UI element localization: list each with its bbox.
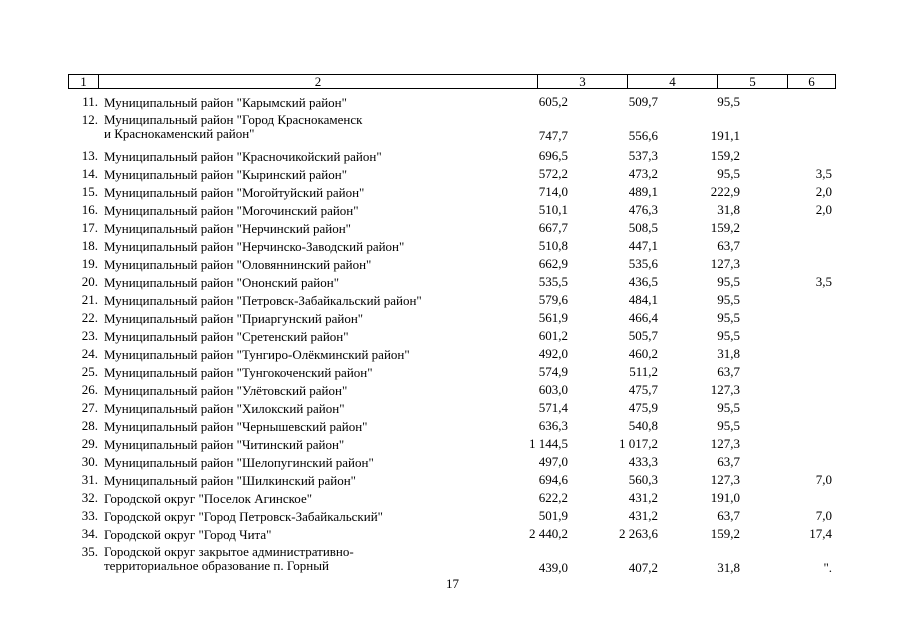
- row-name: Муниципальный район "Красночикойский район": [104, 149, 382, 164]
- row-name: Муниципальный район "Петровск-Забайкальский район": [104, 293, 422, 308]
- row-value-col5: 31,8: [717, 560, 740, 575]
- table-row: [68, 543, 836, 579]
- row-number: 19.: [81, 256, 98, 271]
- row-number: 13.: [81, 148, 98, 163]
- row-value-col3: 561,9: [538, 310, 568, 325]
- row-value-col4: 537,3: [628, 148, 658, 163]
- row-number: 16.: [81, 202, 98, 217]
- row-value-col4: 535,6: [628, 256, 658, 271]
- row-number: 14.: [81, 166, 98, 181]
- row-value-col3: 662,9: [538, 256, 568, 271]
- row-name: Муниципальный район "Оловяннинский район": [104, 257, 372, 272]
- row-value-col6: 7,0: [815, 472, 832, 487]
- row-value-col4: 484,1: [628, 292, 658, 307]
- row-number: 28.: [81, 418, 98, 433]
- row-value-col6: 2,0: [815, 184, 832, 199]
- table-row: [68, 525, 836, 543]
- row-number: 35.: [81, 544, 98, 559]
- table-row: [68, 93, 836, 111]
- row-value-col5: 191,1: [710, 128, 740, 143]
- row-value-col5: 95,5: [717, 328, 740, 343]
- row-name: Муниципальный район "Тунгиро-Олёкминский район": [104, 347, 410, 362]
- row-number: 12.: [81, 112, 98, 127]
- row-value-col3: 571,4: [538, 400, 568, 415]
- row-number: 17.: [81, 220, 98, 235]
- row-value-col4: 560,3: [628, 472, 658, 487]
- table-row: [68, 417, 836, 435]
- row-value-col4: 407,2: [628, 560, 658, 575]
- row-value-col5: 127,3: [710, 256, 740, 271]
- row-value-col4: 508,5: [628, 220, 658, 235]
- header-cell-1: 1: [69, 75, 99, 88]
- row-number: 31.: [81, 472, 98, 487]
- row-value-col4: 431,2: [628, 508, 658, 523]
- row-value-col5: 159,2: [710, 220, 740, 235]
- row-value-col4: 511,2: [629, 364, 658, 379]
- row-value-col3: 603,0: [538, 382, 568, 397]
- row-value-col4: 475,9: [628, 400, 658, 415]
- row-value-col3: 696,5: [538, 148, 568, 163]
- row-value-col4: 436,5: [628, 274, 658, 289]
- row-number: 25.: [81, 364, 98, 379]
- table-row: [68, 183, 836, 201]
- row-value-col4: 489,1: [628, 184, 658, 199]
- table-row: [68, 453, 836, 471]
- table-row: [68, 399, 836, 417]
- row-value-col3: 510,8: [538, 238, 568, 253]
- row-value-col5: 63,7: [717, 454, 740, 469]
- table-row: [68, 327, 836, 345]
- row-name: Муниципальный район "Шилкинский район": [104, 473, 356, 488]
- table-row: [68, 147, 836, 165]
- row-value-col4: 475,7: [628, 382, 658, 397]
- row-name: Муниципальный район "Приаргунский район": [104, 311, 364, 326]
- row-name: Муниципальный район "Нерчинский район": [104, 221, 351, 236]
- row-number: 27.: [81, 400, 98, 415]
- row-value-col5: 63,7: [717, 508, 740, 523]
- row-value-col3: 574,9: [538, 364, 568, 379]
- table-row: [68, 309, 836, 327]
- table-row: [68, 435, 836, 453]
- row-value-col4: 473,2: [628, 166, 658, 181]
- table-row: [68, 111, 836, 147]
- row-value-col6: 3,5: [815, 166, 832, 181]
- row-value-col3: 667,7: [538, 220, 568, 235]
- row-value-col3: 497,0: [538, 454, 568, 469]
- row-number: 18.: [81, 238, 98, 253]
- row-value-col5: 127,3: [710, 382, 740, 397]
- row-value-col5: 95,5: [717, 292, 740, 307]
- table-row: [68, 273, 836, 291]
- row-value-col3: 1 144,5: [529, 436, 568, 451]
- header-cell-6: 6: [808, 74, 815, 89]
- row-value-col5: 95,5: [717, 166, 740, 181]
- table-header: [68, 74, 836, 89]
- row-name: Муниципальный район "Читинский район": [104, 437, 345, 452]
- table-row: [68, 255, 836, 273]
- row-value-col3: 492,0: [538, 346, 568, 361]
- row-value-col5: 95,5: [717, 274, 740, 289]
- row-name: Муниципальный район "Сретенский район": [104, 329, 349, 344]
- table-row: [68, 237, 836, 255]
- table-row: [68, 345, 836, 363]
- header-cell-5: 5: [718, 75, 788, 88]
- row-number: 22.: [81, 310, 98, 325]
- row-number: 11.: [82, 94, 98, 109]
- row-number: 30.: [81, 454, 98, 469]
- row-value-col4: 447,1: [628, 238, 658, 253]
- row-value-col6: 2,0: [815, 202, 832, 217]
- row-number: 15.: [81, 184, 98, 199]
- header-cell-2: 2: [99, 75, 538, 88]
- row-value-col5: 95,5: [717, 418, 740, 433]
- row-name: Муниципальный район "Тунгокоченский район": [104, 365, 373, 380]
- table-row: [68, 165, 836, 183]
- row-name: Муниципальный район "Шелопугинский район": [104, 455, 374, 470]
- row-number: 20.: [81, 274, 98, 289]
- header-cell-3: 3: [538, 75, 628, 88]
- row-value-col3: 535,5: [538, 274, 568, 289]
- row-name: Муниципальный район "Карымский район": [104, 95, 347, 110]
- row-value-col5: 159,2: [710, 526, 740, 541]
- table-row: [68, 363, 836, 381]
- row-number: 24.: [81, 346, 98, 361]
- row-value-col4: 556,6: [628, 128, 658, 143]
- row-number: 33.: [81, 508, 98, 523]
- row-value-col3: 694,6: [538, 472, 568, 487]
- table-row: [68, 507, 836, 525]
- row-value-col3: 572,2: [538, 166, 568, 181]
- row-name: Муниципальный район "Улётовский район": [104, 383, 348, 398]
- row-name: Муниципальный район "Могойтуйский район": [104, 185, 365, 200]
- row-value-col3: 2 440,2: [529, 526, 568, 541]
- row-value-col4: 431,2: [628, 490, 658, 505]
- row-value-col4: 505,7: [628, 328, 658, 343]
- row-value-col4: 433,3: [628, 454, 658, 469]
- row-value-col6: 3,5: [815, 274, 832, 289]
- row-number: 26.: [81, 382, 98, 397]
- row-value-col3: 605,2: [538, 94, 568, 109]
- row-value-col3: 747,7: [538, 128, 568, 143]
- row-name: Муниципальный район "Ононский район": [104, 275, 340, 290]
- row-value-col5: 95,5: [717, 310, 740, 325]
- row-value-col3: 636,3: [538, 418, 568, 433]
- row-name: Муниципальный район "Город Краснокаменск и Краснокаменский район": [104, 112, 363, 141]
- row-value-col4: 466,4: [628, 310, 658, 325]
- header-cell-4: 4: [628, 75, 718, 88]
- row-value-col3: 510,1: [538, 202, 568, 217]
- row-name: Городской округ "Поселок Агинское": [104, 491, 313, 506]
- row-name: Муниципальный район "Кыринский район": [104, 167, 348, 182]
- row-number: 32.: [81, 490, 98, 505]
- row-value-col4: 540,8: [628, 418, 658, 433]
- row-value-col4: 1 017,2: [619, 436, 658, 451]
- row-value-col5: 31,8: [717, 202, 740, 217]
- row-value-col6: 7,0: [815, 508, 832, 523]
- page-number: 17: [446, 576, 459, 591]
- row-value-col6: ".: [823, 560, 832, 575]
- row-value-col5: 63,7: [717, 238, 740, 253]
- row-name: Муниципальный район "Хилокский район": [104, 401, 345, 416]
- row-value-col5: 127,3: [710, 472, 740, 487]
- row-value-col4: 509,7: [628, 94, 658, 109]
- row-name: Городской округ закрытое административно- территориальное образование п. Горный: [104, 544, 354, 573]
- row-value-col5: 159,2: [710, 148, 740, 163]
- row-value-col5: 63,7: [717, 364, 740, 379]
- row-name: Муниципальный район "Чернышевский район": [104, 419, 368, 434]
- row-value-col3: 714,0: [538, 184, 568, 199]
- row-value-col5: 222,9: [710, 184, 740, 199]
- row-value-col5: 127,3: [710, 436, 740, 451]
- table-row: [68, 489, 836, 507]
- table-row: [68, 201, 836, 219]
- table-row: [68, 291, 836, 309]
- row-name: Городской округ "Город Чита": [104, 527, 272, 542]
- row-value-col5: 191,0: [710, 490, 740, 505]
- row-value-col4: 476,3: [628, 202, 658, 217]
- row-value-col6: 17,4: [809, 526, 832, 541]
- table-row: [68, 381, 836, 399]
- row-value-col5: 31,8: [717, 346, 740, 361]
- row-name: Муниципальный район "Нерчинско-Заводский район": [104, 239, 405, 254]
- row-value-col3: 439,0: [538, 560, 568, 575]
- row-value-col3: 622,2: [538, 490, 568, 505]
- row-number: 21.: [81, 292, 98, 307]
- row-name: Муниципальный район "Могочинский район": [104, 203, 359, 218]
- row-value-col3: 579,6: [538, 292, 568, 307]
- row-value-col4: 2 263,6: [619, 526, 658, 541]
- table-row: [68, 471, 836, 489]
- table-body: [68, 93, 836, 579]
- row-number: 34.: [81, 526, 98, 541]
- row-value-col5: 95,5: [717, 400, 740, 415]
- table-row: [68, 219, 836, 237]
- row-name: Городской округ "Город Петровск-Забайкальский": [104, 509, 383, 524]
- row-number: 29.: [81, 436, 98, 451]
- row-number: 23.: [81, 328, 98, 343]
- row-value-col5: 95,5: [717, 94, 740, 109]
- row-value-col3: 601,2: [538, 328, 568, 343]
- row-value-col4: 460,2: [628, 346, 658, 361]
- row-value-col3: 501,9: [538, 508, 568, 523]
